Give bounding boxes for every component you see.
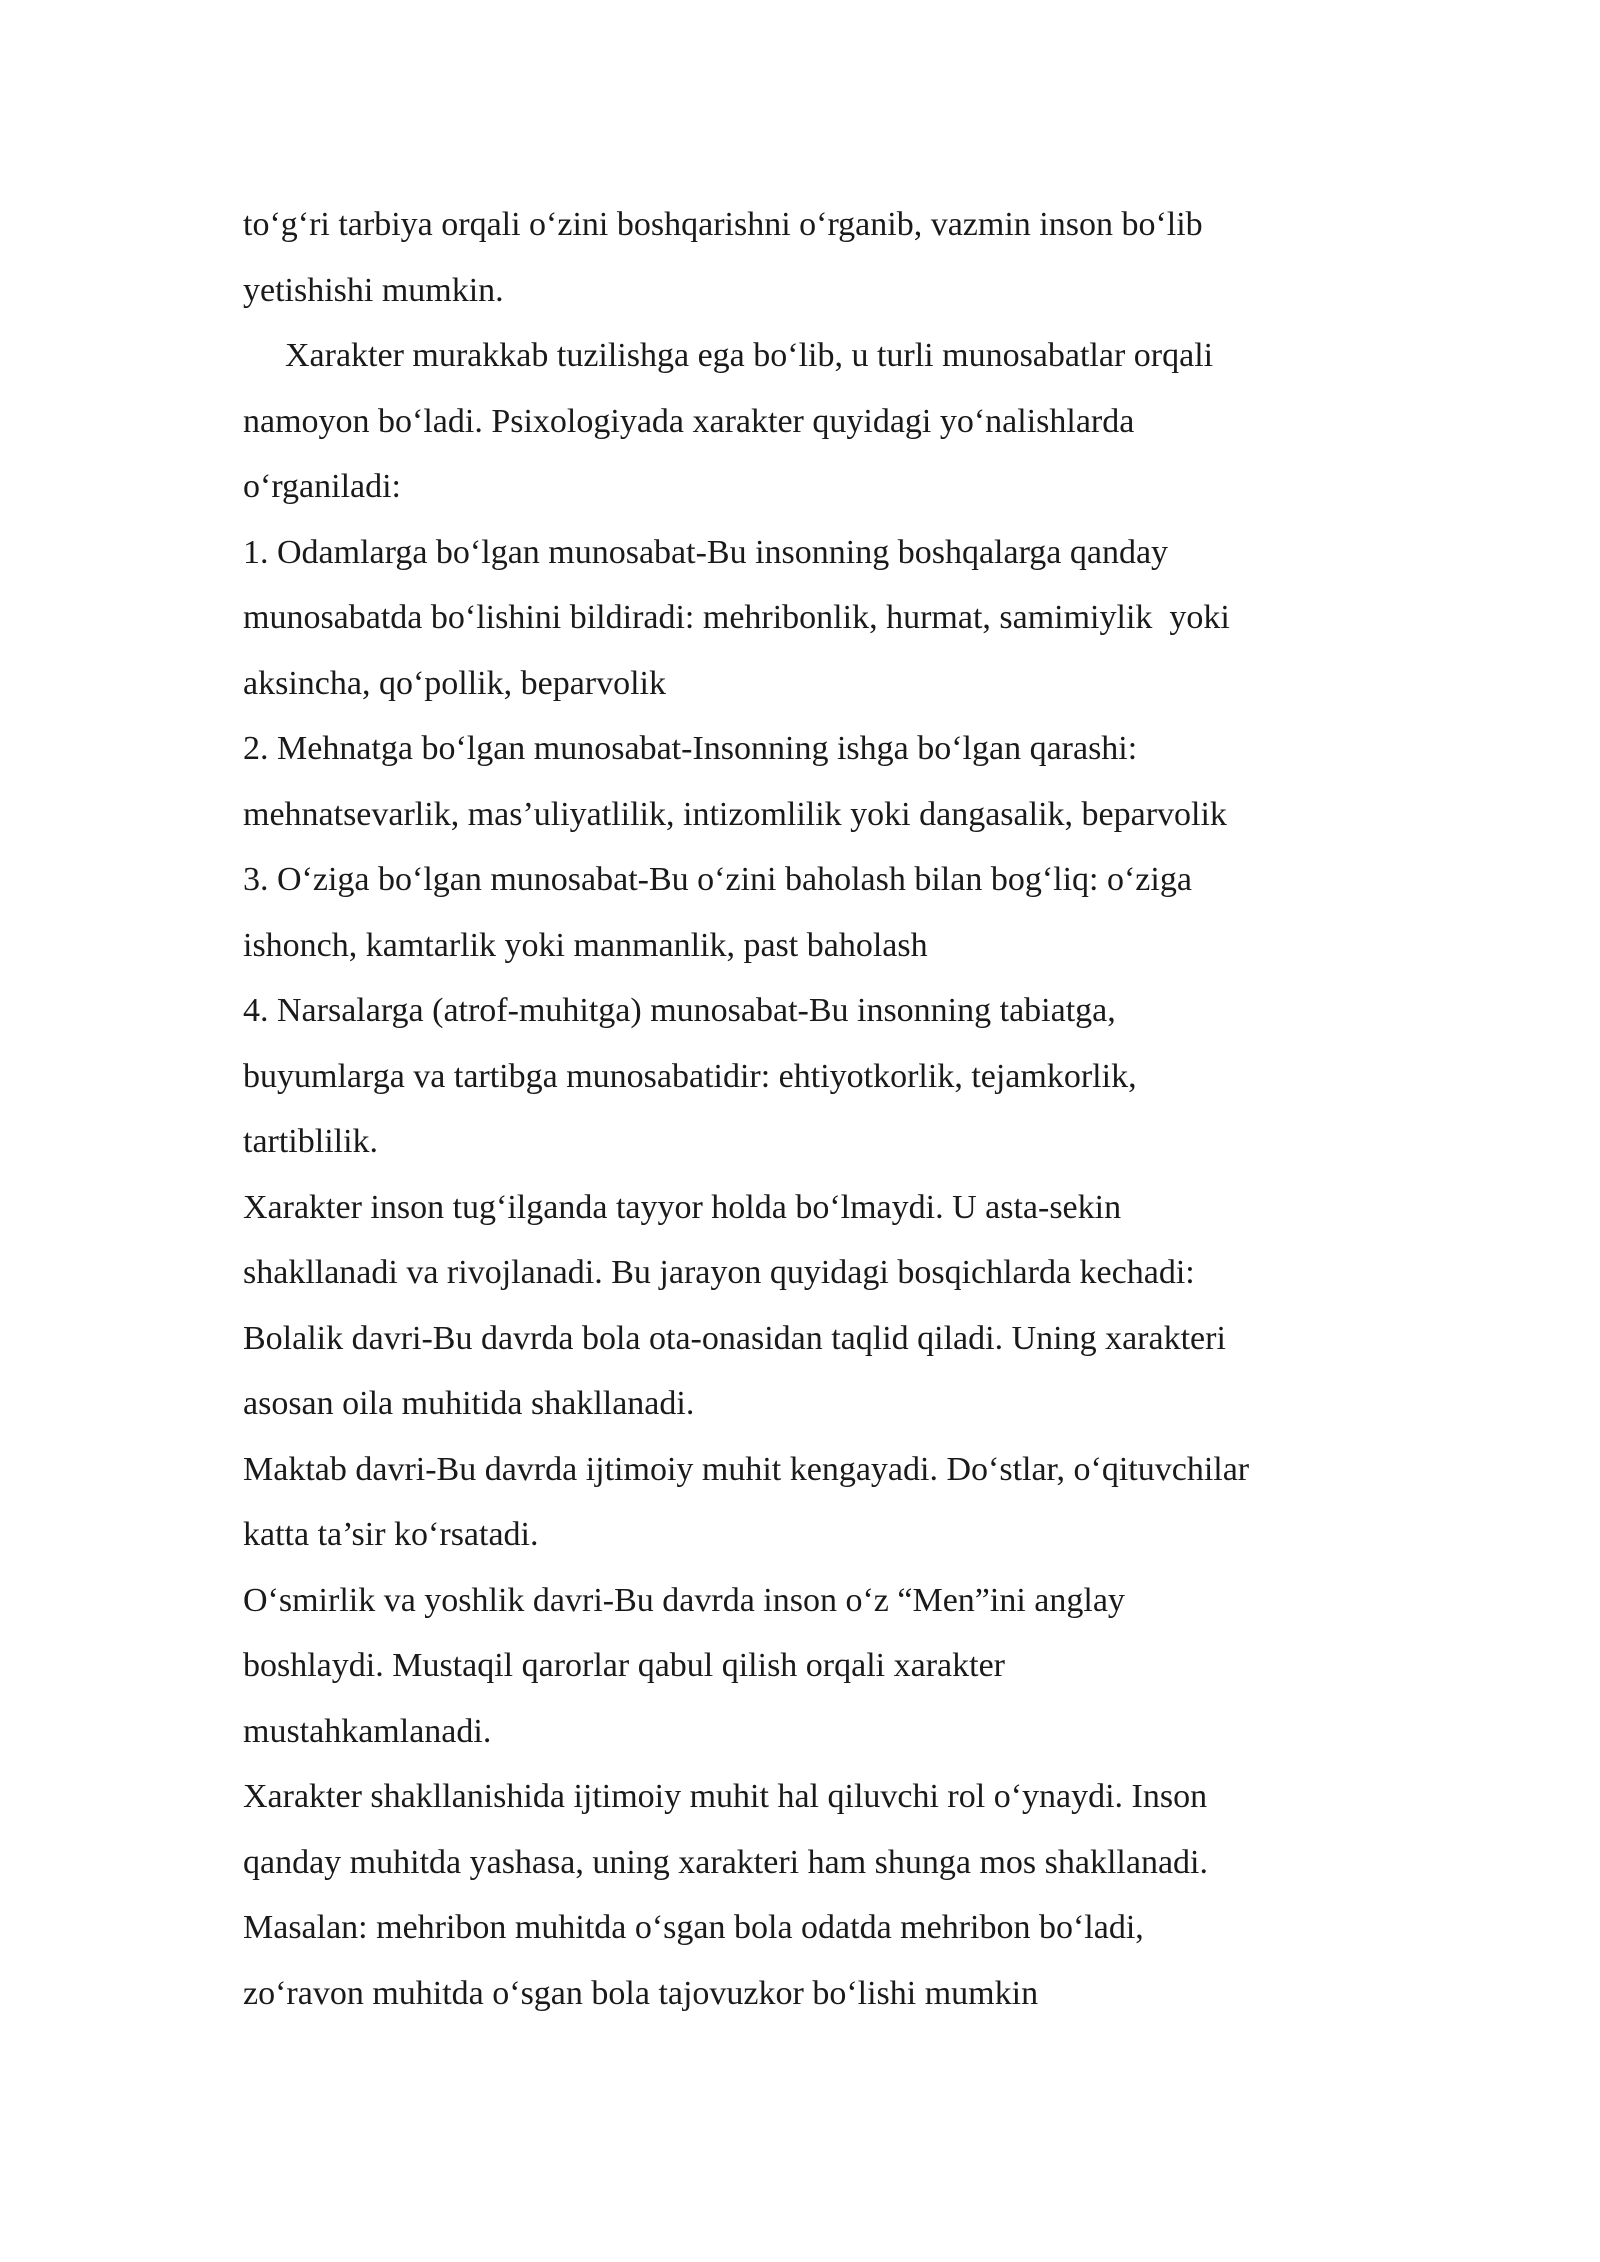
text-line: namoyon bo‘ladi. Psixologiyada xarakter quyidagi yo‘nalishlarda [243,402,1135,440]
text-line: O‘smirlik va yoshlik davri-Bu davrda inson o‘z “Men”ini anglay [243,1581,1125,1619]
text-line: buyumlarga va tartibga munosabatidir: ehtiyotkorlik, tejamkorlik, [243,1057,1137,1095]
text-line: shakllanadi va rivojlanadi. Bu jarayon quyidagi bosqichlarda kechadi: [243,1254,1195,1291]
text-line: boshlaydi. Mustaqil qarorlar qabul qilish orqali xarakter [243,1647,1005,1684]
document-body [243,192,1383,2026]
text-line: mustahkamlanadi. [243,1712,492,1750]
text-line: munosabatda bo‘lishini bildiradi: mehribonlik, hurmat, samimiylik yoki [243,599,1230,636]
text-line: tartiblilik. [243,1123,379,1160]
text-line: Bolalik davri-Bu davrda bola ota-onasidan taqlid qiladi. Uning xarakteri [243,1319,1226,1357]
text-line: katta ta’sir ko‘rsatadi. [243,1516,539,1553]
list-item-2-line: 2. Mehnatga bo‘lgan munosabat-Insonning ishga bo‘lgan qarashi: [243,730,1138,767]
text-line: Masalan: mehribon muhitda o‘sgan bola odatda mehribon bo‘ladi, [243,1909,1144,1946]
text-line: o‘rganiladi: [243,468,401,505]
text-line: to‘g‘ri tarbiya orqali o‘zini boshqarishni o‘rganib, vazmin inson bo‘lib [243,206,1203,243]
text-line: qanday muhitda yashasa, uning xarakteri ham shunga mos shakllanadi. [243,1843,1208,1881]
text-line: aksincha, qo‘pollik, beparvolik [243,664,667,702]
list-item-3-line: 3. O‘ziga bo‘lgan munosabat-Bu o‘zini baholash bilan bog‘liq: o‘ziga [243,861,1192,898]
text-line: ishonch, kamtarlik yoki manmanlik, past baholash [243,926,928,964]
list-item-4-line: 4. Narsalarga (atrof-muhitga) munosabat-Bu insonning tabiatga, [243,992,1116,1029]
list-item-1-line: 1. Odamlarga bo‘lgan munosabat-Bu insonning boshqalarga qanday [243,533,1169,571]
paragraph-start-line: Xarakter murakkab tuzilishga ega bo‘lib, u turli munosabatlar orqali [285,337,1214,374]
text-line: yetishishi mumkin. [243,271,504,309]
text-line: Maktab davri-Bu davrda ijtimoiy muhit kengayadi. Do‘stlar, o‘qituvchilar [243,1450,1250,1488]
text-line: mehnatsevarlik, mas’uliyatlilik, intizomlilik yoki dangasalik, beparvolik [243,795,1227,833]
text-line: asosan oila muhitida shakllanadi. [243,1385,695,1422]
text-line: zo‘ravon muhitda o‘sgan bola tajovuzkor bo‘lishi mumkin [243,1974,1039,2012]
text-line: Xarakter shakllanishida ijtimoiy muhit hal qiluvchi rol o‘ynaydi. Inson [243,1778,1208,1815]
text-line: Xarakter inson tug‘ilganda tayyor holda bo‘lmaydi. U asta-sekin [243,1188,1122,1226]
